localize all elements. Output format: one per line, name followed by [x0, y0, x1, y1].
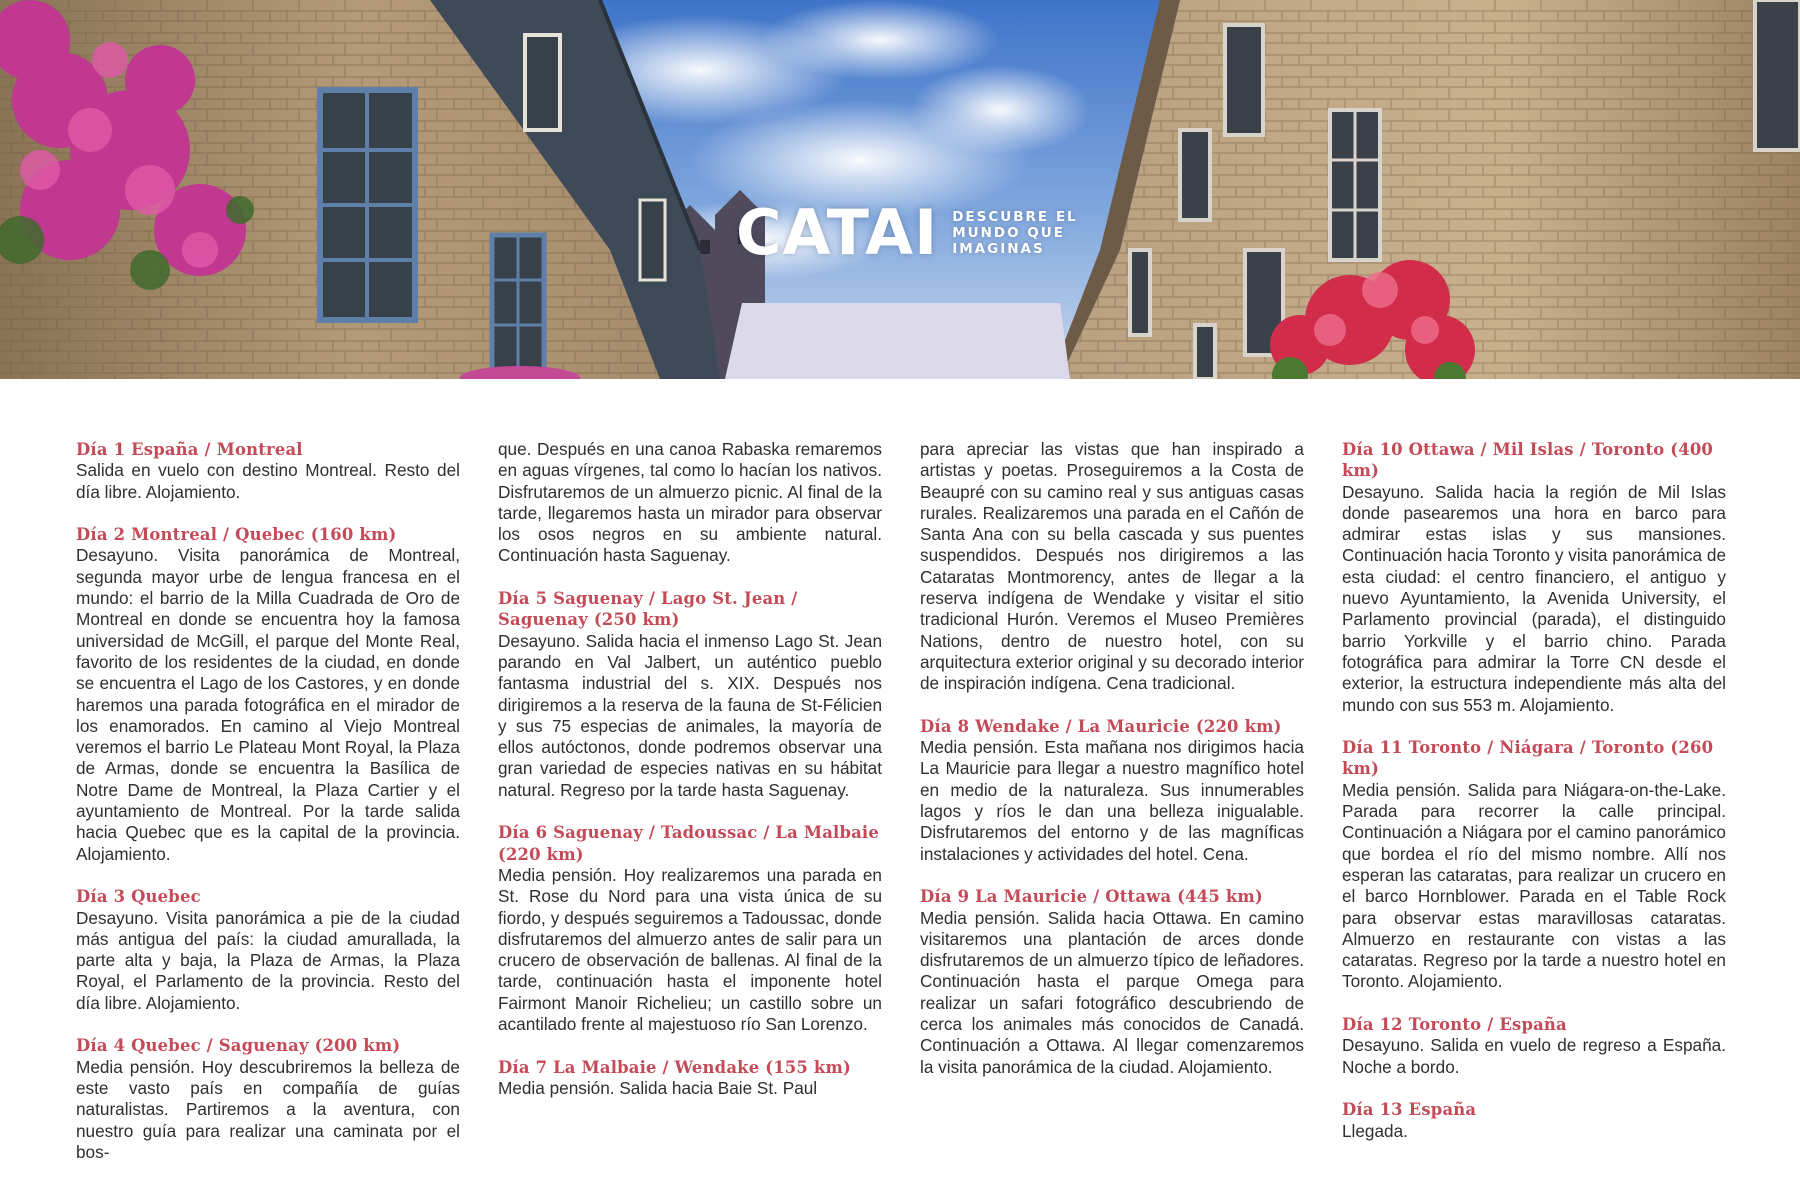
- logo-wordmark: CATAI: [736, 196, 939, 269]
- day-description: Media pensión. Salida hacia Baie St. Paul: [498, 1077, 818, 1098]
- day-title: Día 2 Montreal / Quebec (160 km): [76, 525, 397, 545]
- day-title: Día 3 Quebec: [76, 887, 201, 907]
- header-photo: [0, 0, 1800, 379]
- itinerary-day: [1342, 1014, 1726, 1078]
- day-title: Día 4 Quebec / Saguenay (200 km): [76, 1036, 401, 1056]
- day-title: Día 11 Toronto / Niágara / Toronto (260 km): [1342, 738, 1714, 779]
- day-title: Día 13 España: [1342, 1100, 1477, 1120]
- day-title: Día 1 España / Montreal: [76, 440, 303, 459]
- catai-logo: [736, 198, 1078, 268]
- itinerary-column-2: [498, 439, 882, 1099]
- day-title: Día 8 Wendake / La Mauricie (220 km): [920, 716, 1282, 736]
- itinerary-day: [1342, 1099, 1726, 1142]
- itinerary-column-3: [920, 439, 1304, 1078]
- day-description: Desayuno. Salida en vuelo de regreso a España. Noche a bordo.: [1342, 1035, 1726, 1077]
- day-description: Media pensión. Salida hacia Ottawa. En camino visitaremos una plantación de arces donde disfrutaremos de un almuerzo típico de leñadores. Continuación hasta el parque Omega para realizar un safari fotográfico descubriendo de cerca los animales más conocidos de Canadá. Continuación a Ottawa. Al llegar comenzaremos la visita panorámica de la ciudad. Alojamiento.: [920, 907, 1304, 1077]
- day-description: Media pensión. Esta mañana nos dirigimos hacia La Mauricie para llegar a nuestro magnífico hotel en medio de la naturaleza. Sus innumerables lagos y ríos le dan una belleza inigualable. Disfrutaremos del entorno y de las magníficas instalaciones y actividades del hotel. Cena.: [920, 737, 1304, 864]
- logo-tagline: DESCUBRE EL MUNDO QUE IMAGINAS: [952, 209, 1078, 257]
- itinerary-day: [498, 588, 882, 801]
- itinerary-day: [76, 1035, 460, 1163]
- itinerary-day: [498, 1057, 882, 1100]
- day-description: Desayuno. Visita panorámica de Montreal, segunda mayor urbe de lengua francesa en el mundo: el barrio de la Milla Cuadrada de Oro de Montreal en donde se encuentra hoy la famosa universidad de McGill, el parque del Monte Real, favorito de los residentes de la ciudad, en donde se encuentra el Lago de los Castores, y en donde haremos una parada fotográfica en el mirador de los enamorados. En camino al Viejo Montreal veremos el barrio Le Plateau Mont Royal, la Plaza de Armas, donde se encuentra la Basílica de Notre Dame de Montreal, la Plaza Cartier y el ayuntamiento de Montreal. Por la tarde salida hacia Quebec que es la capital de la provincia. Alojamiento.: [76, 545, 460, 864]
- day-description: Desayuno. Salida hacia el inmenso Lago St. Jean parando en Val Jalbert, un auténtico pueblo fantasma industrial del s. XIX. Después nos dirigiremos a la reserva de la fauna de St-Félicien y sus 75 especias de animales, la mayoría de ellos autóctonos, donde podremos observar una gran variedad de especies nativas en su hábitat natural. Regreso por la tarde hasta Saguenay.: [498, 630, 882, 800]
- day-description: Desayuno. Salida hacia la región de Mil Islas donde pasearemos una hora en barco para admirar estas islas y sus mansiones. Continuación hacia Toronto y visita panorámica de esta ciudad: el centro financiero, el antiguo y nuevo Ayuntamiento, la Avenida University, el Parlamento provincial (parada), el distinguido barrio Yorkville y el barrio chino. Parada fotográfica para admirar la Torre CN desde el exterior, la estructura independiente más alta del mundo con sus 553 m. Alojamiento.: [1342, 481, 1726, 715]
- itinerary-day: [76, 524, 460, 865]
- header-tab-shape: [725, 303, 1070, 379]
- day-title: Día 9 La Mauricie / Ottawa (445 km): [920, 887, 1263, 907]
- itinerary-columns: [76, 439, 1726, 1162]
- itinerary-day: [76, 439, 460, 503]
- day-title: Día 7 La Malbaie / Wendake (155 km): [498, 1057, 851, 1077]
- itinerary-column-4: [1342, 439, 1726, 1142]
- day-title: Día 6 Saguenay / Tadoussac / La Malbaie (220 km): [498, 823, 879, 864]
- day-description: Media pensión. Salida para Niágara-on-the-Lake. Parada para recorrer la calle principal. Continuación a Niágara por el camino panorámico que bordea el río del mismo nombre. Allí nos esperan las cataratas, para realizar un crucero en el barco Hornblower. Parada en el Table Rock para observar estas maravillosas cataratas. Almuerzo en restaurante con vistas a las cataratas. Regreso por la tarde a nuestro hotel en Toronto. Alojamiento.: [1342, 779, 1726, 992]
- itinerary-day: [76, 886, 460, 1014]
- day-description: Desayuno. Visita panorámica a pie de la ciudad más antigua del país: la ciudad amurallada, la parte alta y baja, la Plaza de Armas, la Plaza Royal, el Parlamento de la provincia. Resto del día libre. Alojamiento.: [76, 907, 460, 1013]
- day-title: Día 12 Toronto / España: [1342, 1015, 1567, 1035]
- itinerary-day-continued: [498, 439, 882, 567]
- itinerary-day: [1342, 737, 1726, 993]
- day-description: que. Después en una canoa Rabaska remaremos en aguas vírgenes, tal como lo hacían los nativos. Disfrutaremos de un almuerzo picnic. Al final de la tarde, llegaremos hasta un mirador para observar los osos negros en su ambiente natural. Continuación hasta Saguenay.: [498, 439, 882, 566]
- day-description: para apreciar las vistas que han inspirado a artistas y poetas. Proseguiremos a la Costa de Beaupré con su camino real y sus antiguas casas rurales. Realizaremos una parada en el Cañón de Santa Ana con su bella cascada y sus puentes suspendidos. Después nos dirigiremos a las Cataratas Montmorency, antes de llegar a la reserva indígena de Wendake y visitar el sitio tradicional Hurón. Veremos el Museo Premières Nations, dentro de nuestro hotel, con su arquitectura exterior original y su decorado interior de inspiración indígena. Cena tradicional.: [920, 439, 1304, 694]
- itinerary-day: [1342, 439, 1726, 716]
- itinerary-day-continued: [920, 439, 1304, 695]
- day-description: Llegada.: [1342, 1120, 1408, 1141]
- day-description: Salida en vuelo con destino Montreal. Resto del día libre. Alojamiento.: [76, 460, 460, 502]
- day-description: Media pensión. Hoy realizaremos una parada en St. Rose du Nord para una vista única de su fiordo, y después seguiremos a Tadoussac, donde disfrutaremos del almuerzo antes de salir para un crucero de observación de ballenas. Al final de la tarde, continuación hasta el imponente hotel Fairmont Manoir Richelieu; un castillo sobre un acantilado frente al majestuoso río San Lorenzo.: [498, 864, 882, 1035]
- itinerary-day: [498, 822, 882, 1035]
- day-title: Día 5 Saguenay / Lago St. Jean / Saguenay (250 km): [498, 589, 798, 630]
- day-title: Día 10 Ottawa / Mil Islas / Toronto (400 km): [1342, 440, 1714, 481]
- quebec-street-illustration: [0, 0, 1800, 379]
- day-description: Media pensión. Hoy descubriremos la belleza de este vasto país en compañía de guías naturalistas. Partiremos a la aventura, con nuestro guía para realizar una caminata por el bos-: [76, 1056, 460, 1162]
- itinerary-column-1: [76, 439, 460, 1163]
- itinerary-day: [920, 886, 1304, 1078]
- itinerary-day: [920, 716, 1304, 865]
